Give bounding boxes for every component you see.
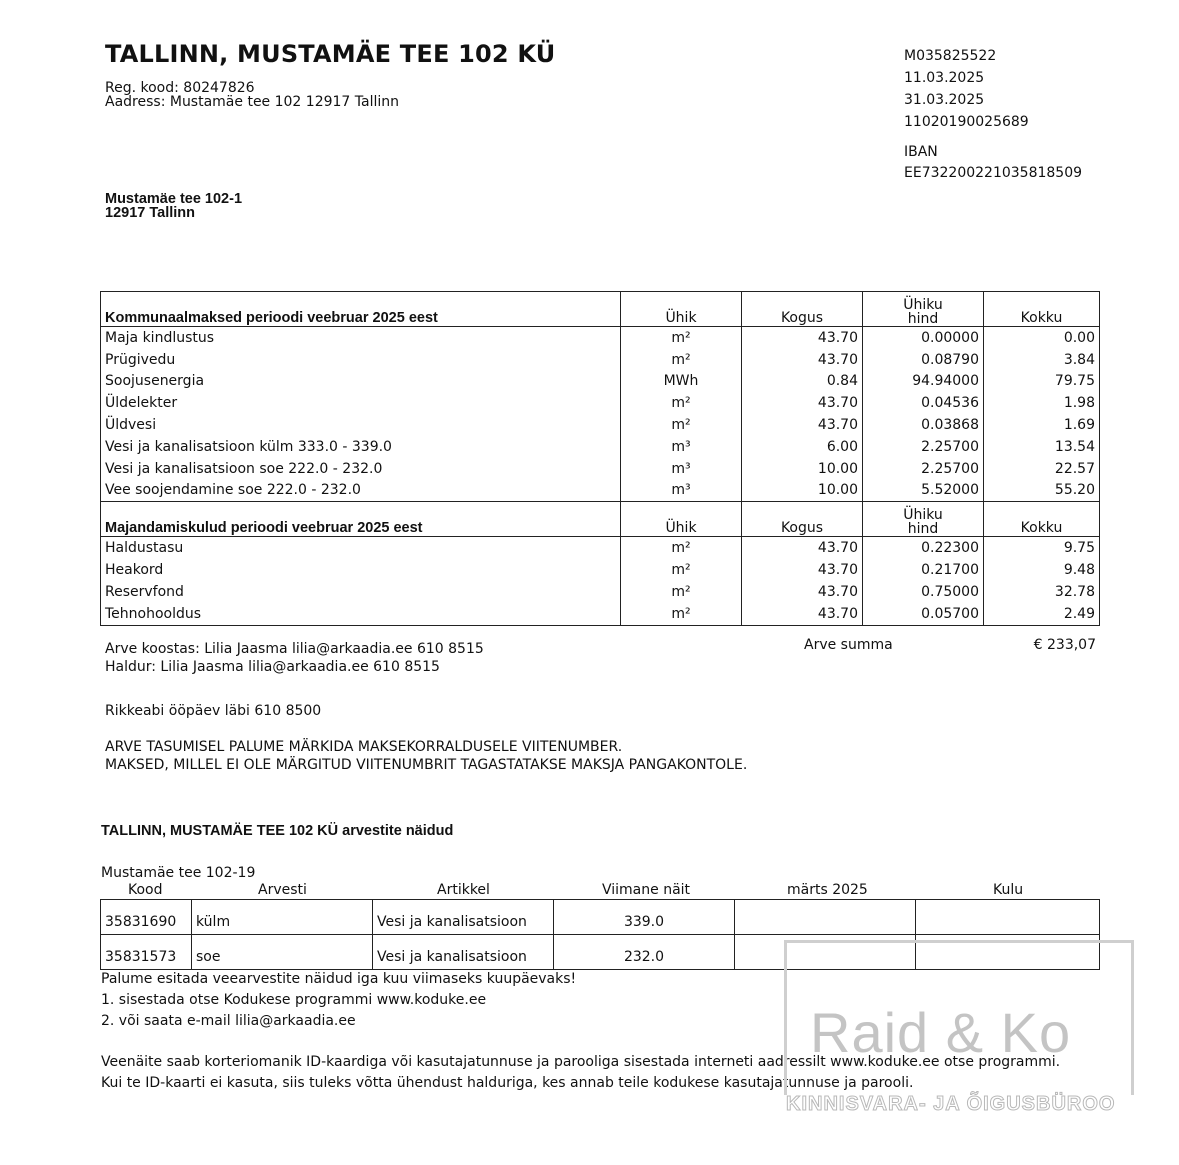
meta-invoice-number-value: M035825522	[904, 48, 997, 64]
section-title: Kommunaalmaksed perioodi veebruar 2025 eest	[101, 292, 621, 327]
charge-row	[101, 581, 1100, 603]
charge-qty: 43.70	[742, 581, 863, 603]
charge-name: Üldvesi	[101, 414, 621, 436]
charge-total: 9.75	[1063, 540, 1095, 557]
col-price-line2: hind	[907, 521, 939, 538]
charge-qty: 43.70	[742, 327, 863, 349]
charge-qty: 43.70	[742, 537, 863, 559]
charge-price: 0.03868	[863, 414, 984, 436]
charges-table	[100, 291, 1100, 626]
charge-qty: 6.00	[742, 436, 863, 458]
charge-price: 0.75000	[863, 581, 984, 603]
charge-qty: 10.00	[742, 458, 863, 480]
reg-code: Reg. kood: 80247826	[105, 80, 255, 96]
meters-col-code: Kood	[128, 882, 163, 898]
col-price-line2: hind	[907, 311, 939, 327]
emergency-line: Rikkeabi ööpäev läbi 610 8500	[105, 703, 322, 719]
meta-iban-value: EE732200221035818509	[904, 165, 1083, 181]
charge-name: Haldustasu	[101, 537, 621, 559]
charge-row	[101, 349, 1100, 371]
meters-col-month: märts 2025	[787, 882, 868, 898]
charge-price: 0.22300	[863, 537, 984, 559]
charge-unit: m²	[621, 537, 742, 559]
meter-usage	[916, 900, 1100, 935]
charge-unit: m²	[621, 581, 742, 603]
charge-unit: m³	[621, 480, 742, 502]
charge-row	[101, 371, 1100, 393]
meters-note-2: 1. sisestada otse Kodukese programmi www.koduke.ee	[101, 992, 487, 1008]
notice-line-1: ARVE TASUMISEL PALUME MÄRKIDA MAKSEKORRALDUSELE VIITENUMBER.	[105, 739, 623, 755]
meter-row	[101, 900, 1100, 935]
charge-row	[101, 559, 1100, 581]
meters-col-usage: Kulu	[993, 882, 1024, 898]
charge-row	[101, 480, 1100, 502]
charge-name: Maja kindlustus	[101, 327, 621, 349]
sum-value: € 233,07	[1033, 637, 1096, 653]
meters-title: TALLINN, MUSTAMÄE TEE 102 KÜ arvestite näidud	[101, 823, 454, 839]
charge-total: 3.84	[1063, 351, 1095, 368]
charge-price: 0.08790	[863, 349, 984, 371]
meter-type: külm	[192, 900, 373, 935]
meters-col-last: Viimane näit	[602, 882, 691, 898]
charge-qty: 43.70	[742, 392, 863, 414]
meters-info-1: Veenäite saab korteriomanik ID-kaardiga või kasutajatunnuse ja parooliga sisestada interneti aadressilt www.koduke.ee otse programmi.	[101, 1054, 1061, 1070]
charge-price: 94.94000	[863, 371, 984, 393]
col-price-line1: Ühiku	[903, 507, 943, 524]
col-unit: Ühik	[621, 502, 742, 537]
meters-col-item: Artikkel	[437, 882, 490, 898]
charge-qty: 43.70	[742, 603, 863, 625]
charge-row	[101, 537, 1100, 559]
charge-row	[101, 603, 1100, 625]
charge-total: 79.75	[1054, 373, 1095, 390]
charge-unit: m²	[621, 603, 742, 625]
meta-date-value: 11.03.2025	[904, 70, 985, 86]
watermark-brand: Raid & Ko	[810, 1001, 1072, 1064]
charge-name: Üldelekter	[101, 392, 621, 414]
charge-row	[101, 392, 1100, 414]
charge-row	[101, 414, 1100, 436]
charge-total: 1.98	[1063, 395, 1095, 412]
col-price-line1: Ühiku	[903, 297, 943, 313]
charge-qty: 43.70	[742, 559, 863, 581]
charges-section-header	[101, 292, 1100, 327]
col-qty: Kogus	[742, 292, 863, 327]
charge-price: 0.05700	[863, 603, 984, 625]
charge-unit: m²	[621, 559, 742, 581]
meter-item: Vesi ja kanalisatsioon	[373, 935, 554, 970]
meta-ref-value: 11020190025689	[904, 114, 1029, 130]
charge-row	[101, 458, 1100, 480]
col-total: Kokku	[984, 292, 1100, 327]
charge-total: 9.48	[1063, 562, 1095, 579]
charge-total: 22.57	[1054, 460, 1095, 477]
meter-month-reading[interactable]	[735, 900, 916, 935]
charge-price: 5.52000	[863, 480, 984, 502]
watermark-tagline: KINNISVARA- JA ÕIGUSBÜROO	[786, 1093, 1116, 1115]
charge-name: Vesi ja kanalisatsioon külm 333.0 - 339.0	[101, 436, 621, 458]
charge-name: Vesi ja kanalisatsioon soe 222.0 - 232.0	[101, 458, 621, 480]
charge-unit: MWh	[621, 371, 742, 393]
recipient-line1: Mustamäe tee 102-1	[105, 191, 243, 207]
sum-label: Arve summa	[804, 637, 893, 653]
charge-row	[101, 436, 1100, 458]
meter-last-reading: 339.0	[554, 900, 735, 935]
charge-qty: 43.70	[742, 349, 863, 371]
charge-name: Reservfond	[101, 581, 621, 603]
meter-item: Vesi ja kanalisatsioon	[373, 900, 554, 935]
meters-info-2: Kui te ID-kaarti ei kasuta, siis tuleks võtta ühendust halduriga, kes annab teile kodukese kasutajatunnuse ja parooli.	[101, 1075, 914, 1091]
col-total: Kokku	[984, 502, 1100, 537]
charge-name: Prügivedu	[101, 349, 621, 371]
meters-col-meter: Arvesti	[258, 882, 307, 898]
charge-total: 1.69	[1063, 417, 1095, 434]
charge-name: Soojusenergia	[101, 371, 621, 393]
meters-note-1: Palume esitada veearvestite näidud iga kuu viimaseks kuupäevaks!	[101, 971, 577, 987]
manager: Haldur: Lilia Jaasma lilia@arkaadia.ee 610 8515	[105, 659, 440, 675]
meta-due-value: 31.03.2025	[904, 92, 985, 108]
charge-unit: m²	[621, 414, 742, 436]
col-unit: Ühik	[621, 292, 742, 327]
meter-code: 35831573	[101, 935, 192, 970]
charge-unit: m³	[621, 458, 742, 480]
charge-name: Tehnohooldus	[101, 603, 621, 625]
company-address: Aadress: Mustamäe tee 102 12917 Tallinn	[105, 94, 400, 110]
charge-price: 0.00000	[863, 327, 984, 349]
charge-unit: m²	[621, 349, 742, 371]
meter-last-reading: 232.0	[554, 935, 735, 970]
col-qty: Kogus	[742, 502, 863, 537]
charge-total: 0.00	[1063, 329, 1095, 346]
meters-apartment: Mustamäe tee 102-19	[101, 865, 256, 881]
meters-note-3: 2. või saata e-mail lilia@arkaadia.ee	[101, 1013, 356, 1029]
charge-name: Vee soojendamine soe 222.0 - 232.0	[101, 480, 621, 502]
charge-name: Heakord	[101, 559, 621, 581]
charge-unit: m³	[621, 436, 742, 458]
charge-unit: m²	[621, 392, 742, 414]
charge-qty: 0.84	[742, 371, 863, 393]
charge-total: 55.20	[1054, 482, 1095, 499]
recipient-line2: 12917 Tallinn	[105, 205, 195, 221]
charge-row	[101, 327, 1100, 349]
meter-code: 35831690	[101, 900, 192, 935]
meta-iban-label: IBAN	[904, 144, 938, 160]
charges-section-header	[101, 502, 1100, 537]
charge-total: 2.49	[1063, 605, 1095, 622]
charge-price: 2.25700	[863, 436, 984, 458]
charge-qty: 10.00	[742, 480, 863, 502]
charge-price: 0.21700	[863, 559, 984, 581]
charge-price: 0.04536	[863, 392, 984, 414]
meter-type: soe	[192, 935, 373, 970]
notice-line-2: MAKSED, MILLEL EI OLE MÄRGITUD VIITENUMBRIT TAGASTATAKSE MAKSJA PANGAKONTOLE.	[105, 757, 748, 773]
charge-total: 13.54	[1054, 438, 1095, 455]
charge-total: 32.78	[1054, 583, 1095, 600]
charge-qty: 43.70	[742, 414, 863, 436]
charge-price: 2.25700	[863, 458, 984, 480]
composed-by: Arve koostas: Lilia Jaasma lilia@arkaadia.ee 610 8515	[105, 641, 484, 657]
col-price	[863, 292, 984, 327]
section-title: Majandamiskulud perioodi veebruar 2025 eest	[101, 502, 621, 537]
charge-unit: m²	[621, 327, 742, 349]
col-price	[863, 502, 984, 537]
company-title: TALLINN, MUSTAMÄE TEE 102 KÜ	[105, 40, 556, 68]
